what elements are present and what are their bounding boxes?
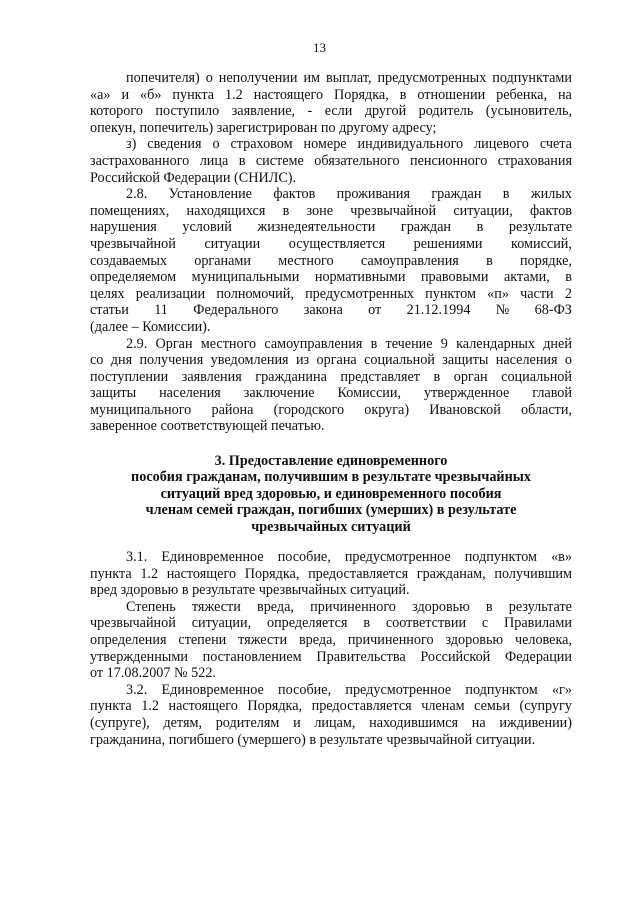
word: на [471, 715, 486, 732]
word: Федерального [193, 302, 279, 319]
text-line [90, 599, 572, 616]
text-line [90, 582, 572, 599]
word: членам [421, 698, 465, 715]
word: (усыновитель, [485, 103, 572, 120]
word: предоставляется [308, 565, 409, 582]
word: о [212, 136, 220, 153]
text-line [90, 87, 572, 104]
word: закона [303, 302, 343, 319]
word: системе [255, 152, 304, 169]
word: 1.2 [225, 86, 243, 103]
word: с [481, 615, 489, 632]
word: получившим [494, 565, 572, 582]
text-line [90, 319, 572, 336]
word: выплат, [325, 70, 372, 86]
word: страховом [230, 136, 293, 153]
word: (далее – Комиссии). [90, 318, 211, 335]
word: «б» [140, 86, 162, 103]
word: со [90, 352, 104, 369]
word: вреда, [298, 632, 336, 649]
document-body [90, 70, 572, 748]
word: сведения [147, 136, 202, 153]
word: пособие, [277, 549, 331, 566]
heading-line: пособия гражданам, получившим в результате чрезвычайных [131, 469, 531, 486]
word: семьи [474, 698, 510, 715]
word: проживания [336, 186, 410, 203]
word: № [495, 302, 510, 319]
word: определения [90, 632, 167, 649]
word: (супругу [519, 698, 572, 715]
word: комиссий, [511, 235, 572, 252]
word: создаваемых [90, 252, 167, 269]
word: фактов [273, 186, 316, 203]
heading-line: ситуаций вред здоровью, и единовременного пособия [160, 485, 502, 502]
word: поступлении [90, 368, 169, 385]
word: Комиссии, [337, 385, 402, 402]
word: застрахованного [90, 152, 190, 169]
paragraph-3-2 [90, 682, 572, 748]
word: утвержденными [90, 648, 188, 665]
word: определяемом [90, 269, 177, 286]
word: защиты [90, 385, 137, 402]
word: ситуации, [191, 615, 252, 632]
paragraph-3-1 [90, 549, 572, 599]
word: попечителя) [126, 70, 200, 86]
word: страхования [497, 152, 572, 169]
word: течение [385, 335, 433, 352]
word: родитель [418, 103, 474, 120]
word: представляет [340, 368, 420, 385]
text-line [90, 186, 572, 203]
text-line [90, 649, 572, 666]
word: 1.2 [141, 698, 159, 715]
word: статьи [90, 302, 129, 319]
word: в [476, 219, 484, 236]
word: Порядка, [334, 86, 389, 103]
word: фактов [529, 202, 572, 219]
word: предусмотренных [377, 70, 487, 86]
word: тяжести [191, 598, 241, 615]
word: о [564, 352, 572, 369]
word: 11 [154, 302, 168, 319]
word: чрезвычайной [350, 202, 437, 219]
word: в [502, 186, 510, 203]
word: гражданина [255, 368, 327, 385]
word: предусмотренное [345, 681, 452, 698]
word: определяется [266, 615, 348, 632]
text-line [90, 70, 572, 87]
word: человека, [514, 632, 572, 649]
paragraphs-before-section [90, 70, 572, 435]
word: из [295, 352, 310, 369]
word: подпунктом [465, 681, 538, 698]
word: здоровью [445, 632, 504, 649]
word: пункта [172, 86, 215, 103]
text-line [90, 402, 572, 419]
text-line [90, 236, 572, 253]
word: в [363, 615, 371, 632]
word: о [205, 70, 213, 86]
word: в [565, 269, 572, 286]
word: пунктом [425, 285, 476, 302]
word: муниципальными [191, 269, 300, 286]
word: пункта [90, 698, 132, 715]
text-line [90, 732, 572, 749]
word: Российской [420, 648, 491, 665]
word: помещениях, [90, 202, 170, 219]
word: осуществляется [288, 235, 386, 252]
word: индивидуального [357, 136, 464, 153]
word: зоне [306, 202, 334, 219]
text-line [90, 549, 572, 566]
word: дней [543, 335, 572, 352]
word: гражданина, погибшего (умершего) в результате чрезвычайной ситуации. [90, 731, 536, 748]
word: подпунктом [464, 549, 538, 566]
word: ситуации [204, 235, 261, 252]
word: 21.12.1994 [406, 302, 471, 319]
word: Федерации [504, 648, 572, 665]
word: причиненного [310, 598, 396, 615]
word: района [211, 401, 254, 418]
word: от 17.08.2007 № 522. [90, 665, 216, 682]
word: в [485, 598, 493, 615]
word: соответствии [385, 615, 467, 632]
word: Единовременное [161, 549, 264, 566]
text-line [90, 715, 572, 732]
text-line [90, 385, 572, 402]
word: Российской Федерации (СНИЛС). [90, 169, 297, 186]
word: отношении [417, 86, 486, 103]
word: 3.2. [126, 681, 148, 698]
word: опекун, попечитель) зарегистрирован по другому адресу; [90, 119, 437, 136]
word: «г» [551, 681, 572, 698]
word: з) [126, 136, 137, 153]
word: в [370, 335, 378, 352]
word: поступило [155, 103, 220, 120]
word: самоуправления [360, 252, 459, 269]
word: причиненного [347, 632, 434, 649]
word: которого [90, 103, 143, 120]
word: - [307, 103, 313, 120]
paragraph-2-8 [90, 186, 572, 335]
word: муниципального [90, 401, 192, 418]
word: иждивении) [499, 715, 572, 732]
text-line [90, 615, 572, 632]
word: на [557, 86, 572, 103]
word: пункта [90, 565, 132, 582]
word: «а» [90, 86, 111, 103]
word: предусмотренных [305, 285, 414, 302]
word: орган [453, 368, 488, 385]
text-line [90, 352, 572, 369]
text-line [90, 170, 572, 187]
word: населения [159, 385, 221, 402]
word: тяжести [238, 632, 288, 649]
word: решениями [413, 235, 483, 252]
text-line [90, 665, 572, 682]
word: уведомления [210, 352, 289, 369]
word: и [293, 715, 301, 732]
word: социальной [364, 352, 435, 369]
text-line [90, 153, 572, 170]
text-line [90, 302, 572, 319]
word: в [399, 86, 407, 103]
word: заявление, [231, 103, 296, 120]
word: счета [539, 136, 572, 153]
word: в [433, 368, 441, 385]
text-line [90, 269, 572, 286]
word: «п» [487, 285, 509, 302]
word: местного [200, 335, 257, 352]
text-line [90, 136, 572, 153]
word: 68-ФЗ [534, 302, 572, 319]
word: актами, [503, 269, 550, 286]
text-line [90, 336, 572, 353]
word: местного [278, 252, 334, 269]
word: области, [521, 401, 572, 418]
word: органами [194, 252, 251, 269]
word: заявления [181, 368, 242, 385]
text-line [90, 219, 572, 236]
word: населения [495, 352, 558, 369]
word: граждан [431, 186, 482, 203]
text-line [90, 698, 572, 715]
text-line [90, 103, 572, 120]
word: обязательного [314, 152, 400, 169]
paragraph-severity [90, 599, 572, 682]
text-line [90, 566, 572, 583]
section-3-heading [90, 453, 572, 535]
heading-line: чрезвычайных ситуаций [251, 518, 411, 535]
paragraph-2-9 [90, 336, 572, 436]
word: реализации [135, 285, 206, 302]
word: гражданам, [416, 565, 486, 582]
word: жизнедеятельности [257, 219, 376, 236]
word: заключение [243, 385, 315, 402]
word: результате [508, 219, 572, 236]
word: родителям [215, 715, 280, 732]
word: нарушения [90, 219, 157, 236]
paragraph-continuation-guardian [90, 70, 572, 136]
word: социальной [501, 368, 572, 385]
word: от [368, 302, 382, 319]
word: условий [182, 219, 232, 236]
word: ребенка, [496, 86, 547, 103]
word: самоуправления [264, 335, 363, 352]
word: в [486, 252, 493, 269]
word: вреда, [257, 598, 294, 615]
word: в [238, 152, 246, 169]
word: (городского [273, 401, 345, 418]
word: здоровью [412, 598, 470, 615]
word: Правилами [504, 615, 572, 632]
word: если [324, 103, 353, 120]
text-line [90, 120, 572, 137]
word: в [282, 202, 290, 219]
word: главой [532, 385, 572, 402]
word: Ивановской [429, 401, 501, 418]
word: Установление [168, 186, 252, 203]
word: целях [90, 285, 125, 302]
text-line [90, 286, 572, 303]
word: чрезвычайной [90, 235, 176, 252]
word: Порядка, [247, 698, 303, 715]
word: части [520, 285, 554, 302]
word: нормативными [314, 269, 406, 286]
word: им [303, 70, 321, 86]
word: находившимся [369, 715, 459, 732]
word: заверенное соответствующей печатью. [90, 418, 325, 435]
word: правовыми [420, 269, 489, 286]
word: настоящего [166, 565, 237, 582]
word: получения [139, 352, 204, 369]
word: (супруге), [90, 715, 150, 732]
word: предусмотренное [344, 549, 451, 566]
paragraph-snils [90, 136, 572, 186]
word: настоящего [253, 86, 324, 103]
word: чрезвычайной [90, 615, 176, 632]
word: настоящего [168, 698, 238, 715]
word: пособие, [278, 681, 332, 698]
word: органа [316, 352, 357, 369]
word: пенсионного [410, 152, 488, 169]
word: Правительства [316, 648, 406, 665]
word: номере [303, 136, 347, 153]
word: лицевого [474, 136, 529, 153]
word: лица [199, 152, 229, 169]
word: «в» [551, 549, 572, 566]
word: жилых [530, 186, 572, 203]
word: утвержденное [423, 385, 510, 402]
paragraphs-section-3 [90, 549, 572, 748]
word: 2.8. [126, 186, 148, 203]
word: полномочий, [216, 285, 294, 302]
word: постановлением [202, 648, 302, 665]
word: вред здоровью в результате чрезвычайных ситуаций. [90, 582, 410, 599]
word: 9 [440, 335, 448, 352]
text-line [90, 253, 572, 270]
word: другой [364, 103, 407, 120]
word: подпунктами [492, 70, 572, 86]
word: Орган [155, 335, 193, 352]
text-line [90, 369, 572, 386]
word: степени [178, 632, 227, 649]
word: предоставляется [311, 698, 412, 715]
word: находящихся [186, 202, 266, 219]
heading-line: 3. Предоставление единовременного [214, 453, 448, 470]
word: защиты [442, 352, 489, 369]
word: и [121, 86, 130, 103]
word: результате [508, 598, 572, 615]
word: ситуации, [453, 202, 513, 219]
heading-line: членам семей граждан, погибших (умерших) в результате [145, 502, 517, 519]
text-line [90, 632, 572, 649]
text-line [90, 418, 572, 435]
word: граждан [400, 219, 452, 236]
text-line [90, 203, 572, 220]
word: 1.2 [140, 565, 159, 582]
word: Степень [126, 598, 176, 615]
word: Единовременное [161, 681, 264, 698]
word: порядке, [520, 252, 572, 269]
text-line [90, 682, 572, 699]
word: 3.1. [126, 549, 148, 566]
word: дня [110, 352, 133, 369]
word: календарных [456, 335, 535, 352]
word: Порядка, [244, 565, 300, 582]
word: лицам, [314, 715, 356, 732]
word: 2.9. [126, 335, 148, 352]
word: округа) [364, 401, 410, 418]
page-number: 13 [313, 40, 326, 55]
word: неполучении [218, 70, 298, 86]
word: детям, [163, 715, 203, 732]
word: 2 [564, 285, 572, 302]
